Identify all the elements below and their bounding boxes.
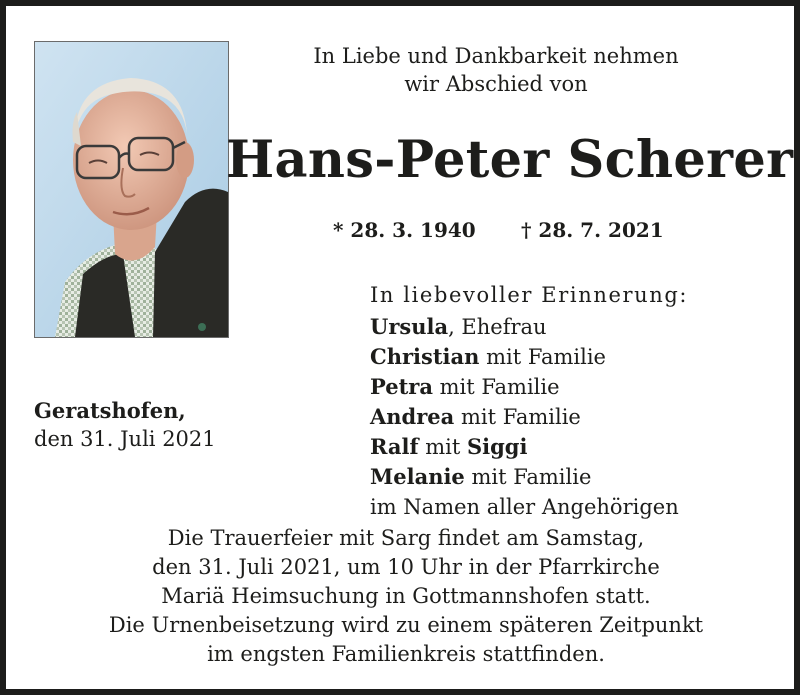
mourner-item bbox=[370, 402, 679, 432]
mourner-name: Christian bbox=[370, 344, 480, 369]
birth-date: * 28. 3. 1940 bbox=[333, 218, 476, 242]
deceased-name: Hans-Peter Scherer bbox=[226, 130, 794, 190]
portrait-photo bbox=[34, 41, 229, 338]
mourner-name: Melanie bbox=[370, 464, 465, 489]
ceremony-line: Mariä Heimsuchung in Gottmannshofen statt. bbox=[161, 584, 651, 608]
mourner-relation: im Namen aller Angehörigen bbox=[370, 495, 679, 519]
mourner-partner-name: Siggi bbox=[466, 434, 528, 459]
mourner-list bbox=[370, 312, 679, 522]
mourner-name: Ralf bbox=[370, 434, 419, 459]
place-name: Geratshofen, bbox=[34, 398, 186, 423]
memory-heading: In liebevoller Erinnerung: bbox=[370, 283, 689, 307]
ceremony-text bbox=[26, 524, 786, 669]
place-and-date bbox=[34, 396, 216, 454]
mourner-item bbox=[370, 462, 679, 492]
death-date: † 28. 7. 2021 bbox=[521, 218, 664, 242]
mourner-item bbox=[370, 372, 679, 402]
notice-date: den 31. Juli 2021 bbox=[34, 427, 216, 451]
mourner-relation: mit Familie bbox=[464, 465, 592, 489]
ceremony-line: im engsten Familienkreis stattfinden. bbox=[207, 642, 605, 666]
ceremony-line: den 31. Juli 2021, um 10 Uhr in der Pfarrkirche bbox=[152, 555, 660, 579]
mourner-item bbox=[370, 492, 679, 522]
mourner-relation: , Ehefrau bbox=[448, 315, 547, 339]
mourner-item bbox=[370, 342, 679, 372]
mourner-name: Andrea bbox=[370, 404, 455, 429]
mourner-name: Ursula bbox=[370, 314, 449, 339]
mourner-item bbox=[370, 312, 679, 342]
intro-line: In Liebe und Dankbarkeit nehmen bbox=[313, 44, 679, 68]
portrait-illustration bbox=[35, 42, 228, 337]
mourner-relation: mit Familie bbox=[432, 375, 560, 399]
mourner-name: Petra bbox=[370, 374, 433, 399]
intro-line: wir Abschied von bbox=[404, 72, 588, 96]
mourner-relation: mit Familie bbox=[454, 405, 581, 429]
mourner-relation: mit bbox=[418, 435, 467, 459]
intro-text bbox=[276, 42, 716, 98]
mourner-item bbox=[370, 432, 679, 462]
ceremony-line: Die Urnenbeisetzung wird zu einem späteren Zeitpunkt bbox=[108, 613, 704, 637]
mourner-relation: mit Familie bbox=[479, 345, 606, 369]
ceremony-line: Die Trauerfeier mit Sarg findet am Samstag, bbox=[167, 526, 645, 550]
